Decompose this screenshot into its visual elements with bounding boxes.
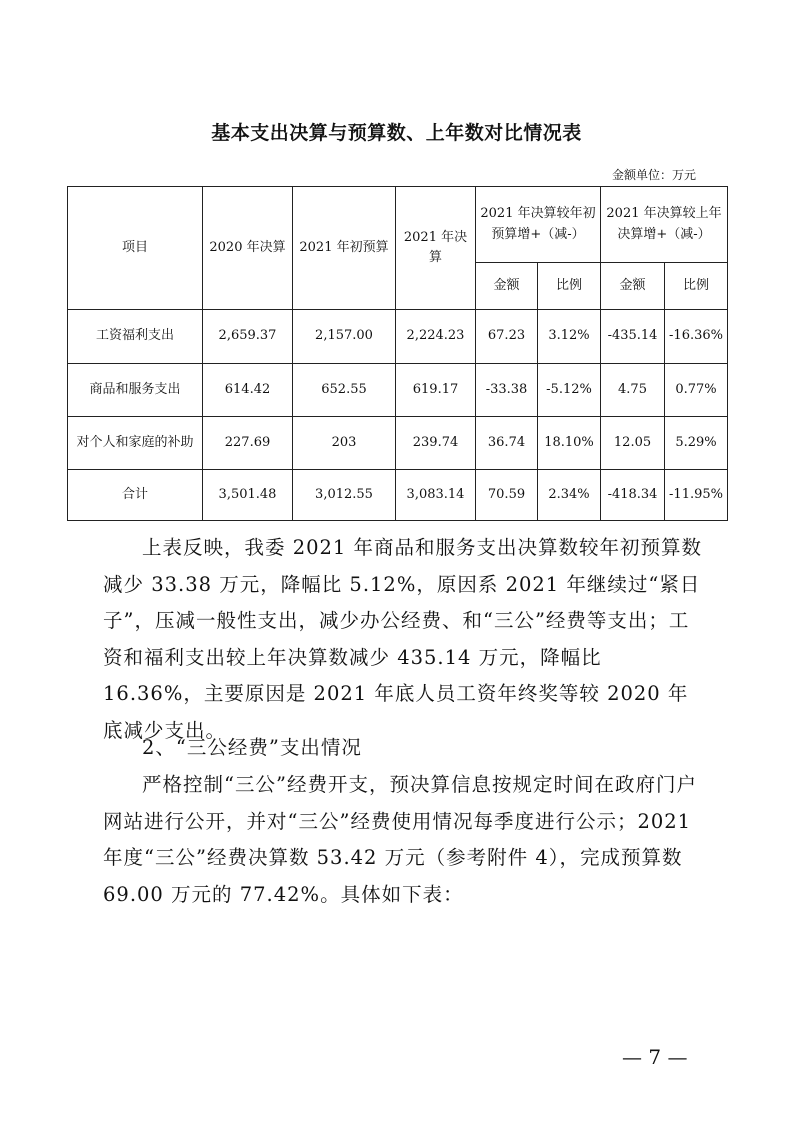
header-amount: 金额 bbox=[476, 263, 538, 310]
cell-budget-diff-ratio: -5.12% bbox=[538, 364, 601, 417]
table-row bbox=[68, 417, 728, 470]
header-vs-budget: 2021 年决算较年初预算增+（减-） bbox=[476, 187, 601, 263]
cell-yoy-diff-ratio: 5.29% bbox=[665, 417, 728, 470]
analysis-paragraph: 上表反映，我委 2021 年商品和服务支出决算数较年初预算数减少 33.38 万元，降幅比 5.12%，原因系 2021 年继续过“紧日子”，压减一般性支出，减少办公经费、和“三公”经费等支出；工资和福利支出较上年决算数减少 435.14 万元，降幅比 16.36%，主要原因是 2021 年底人员工资年终奖等较 2020 年底减少支出。 bbox=[103, 536, 703, 742]
cell-final-2021: 3,083.14 bbox=[396, 470, 476, 521]
row-label: 工资福利支出 bbox=[68, 310, 203, 364]
cell-final-2020: 614.42 bbox=[203, 364, 293, 417]
header-ratio: 比例 bbox=[538, 263, 601, 310]
cell-final-2020: 227.69 bbox=[203, 417, 293, 470]
cell-budget-diff-ratio: 18.10% bbox=[538, 417, 601, 470]
cell-budget-diff-ratio: 2.34% bbox=[538, 470, 601, 521]
cell-budget-diff-amount: -33.38 bbox=[476, 364, 538, 417]
row-label: 对个人和家庭的补助 bbox=[68, 417, 203, 470]
comparison-table bbox=[67, 186, 728, 521]
page-number: — 7 — bbox=[622, 1045, 688, 1069]
cell-budget-2021: 203 bbox=[293, 417, 396, 470]
header-vs-last-year: 2021 年决算较上年决算增+（减-） bbox=[601, 187, 728, 263]
cell-yoy-diff-ratio: -11.95% bbox=[665, 470, 728, 521]
cell-final-2021: 619.17 bbox=[396, 364, 476, 417]
table-title: 基本支出决算与预算数、上年数对比情况表 bbox=[211, 122, 582, 144]
header-final-2021: 2021 年决算 bbox=[396, 187, 476, 310]
amount-unit-label: 金额单位：万元 bbox=[611, 168, 696, 182]
table-row-total bbox=[68, 470, 728, 521]
header-amount: 金额 bbox=[601, 263, 665, 310]
header-budget-2021: 2021 年初预算 bbox=[293, 187, 396, 310]
section-heading: 2、“三公经费”支出情况 bbox=[142, 736, 362, 759]
cell-yoy-diff-amount: 4.75 bbox=[601, 364, 665, 417]
cell-budget-2021: 3,012.55 bbox=[293, 470, 396, 521]
cell-budget-2021: 652.55 bbox=[293, 364, 396, 417]
cell-final-2020: 2,659.37 bbox=[203, 310, 293, 364]
three-public-expenses-paragraph: 严格控制“三公”经费开支，预决算信息按规定时间在政府门户网站进行公开，并对“三公”经费使用情况每季度进行公示；2021 年度“三公”经费决算数 53.42 万元（参考附件 4），完成预算数 69.00 万元的 77.42%。具体如下表： bbox=[103, 773, 697, 906]
header-final-2020: 2020 年决算 bbox=[203, 187, 293, 310]
cell-yoy-diff-amount: -435.14 bbox=[601, 310, 665, 364]
table-row bbox=[68, 364, 728, 417]
cell-yoy-diff-amount: 12.05 bbox=[601, 417, 665, 470]
cell-budget-diff-amount: 70.59 bbox=[476, 470, 538, 521]
cell-yoy-diff-amount: -418.34 bbox=[601, 470, 665, 521]
header-ratio: 比例 bbox=[665, 263, 728, 310]
cell-budget-diff-amount: 36.74 bbox=[476, 417, 538, 470]
table-row bbox=[68, 310, 728, 364]
cell-budget-2021: 2,157.00 bbox=[293, 310, 396, 364]
row-label: 商品和服务支出 bbox=[68, 364, 203, 417]
cell-yoy-diff-ratio: -16.36% bbox=[665, 310, 728, 364]
cell-yoy-diff-ratio: 0.77% bbox=[665, 364, 728, 417]
cell-final-2021: 239.74 bbox=[396, 417, 476, 470]
row-label: 合计 bbox=[68, 470, 203, 521]
header-item: 项目 bbox=[68, 187, 203, 310]
cell-budget-diff-amount: 67.23 bbox=[476, 310, 538, 364]
cell-budget-diff-ratio: 3.12% bbox=[538, 310, 601, 364]
cell-final-2020: 3,501.48 bbox=[203, 470, 293, 521]
cell-final-2021: 2,224.23 bbox=[396, 310, 476, 364]
